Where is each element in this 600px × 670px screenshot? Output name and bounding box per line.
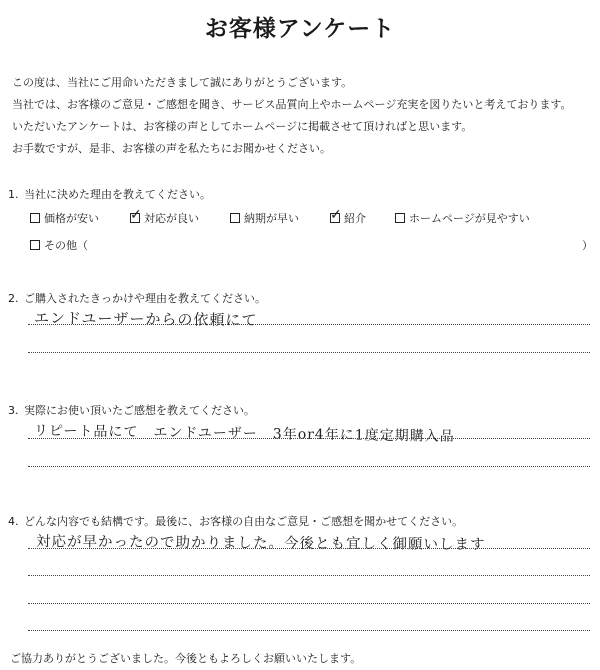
closing-text: ご協力ありがとうございました。今後ともよろしくお願いいたします。 xyxy=(10,652,362,665)
answer-line xyxy=(28,466,590,467)
question-number: 1. xyxy=(8,188,19,201)
question-text: どんな内容でも結構です。最後に、お客様の自由なご意見・ご感想を聞かせてください。 xyxy=(24,515,464,528)
question-number: 4. xyxy=(8,515,19,528)
handwritten-answer-3: リピート品にて エンドユーザー 3年or4年に1度定期購入品 xyxy=(33,423,455,445)
checkbox[interactable] xyxy=(30,213,40,223)
option-label: その他（ xyxy=(44,239,88,252)
answer-line xyxy=(28,324,590,325)
checkbox[interactable] xyxy=(330,207,342,223)
check-mark-icon: ✓ xyxy=(330,207,342,223)
question-text: 当社に決めた理由を教えてください。 xyxy=(24,188,211,201)
intro-line: 当社では、お客様のご意見・ご感想を聞き、サービス品質向上やホームページ充実を図りたいと考えております。 xyxy=(12,98,572,111)
intro-line: いただいたアンケートは、お客様の声としてホームページに掲載させて頂ければと思います。 xyxy=(12,120,473,133)
question-2 xyxy=(8,290,266,306)
question-text: ご購入されたきっかけや理由を教えてください。 xyxy=(24,292,266,305)
handwritten-answer-2: エンドユーザーからの依頼にて xyxy=(33,309,258,330)
question-text: 実際にお使い頂いたご感想を教えてください。 xyxy=(24,404,255,417)
option-service[interactable] xyxy=(130,207,199,226)
question-number: 3. xyxy=(8,404,19,417)
question-4 xyxy=(8,513,463,529)
question-3 xyxy=(8,402,255,418)
answer-line xyxy=(28,352,590,353)
answer-line xyxy=(28,575,590,576)
checkbox[interactable] xyxy=(130,207,142,223)
checkbox[interactable] xyxy=(395,213,405,223)
other-close-paren: ） xyxy=(582,239,593,252)
option-other[interactable] xyxy=(30,237,593,253)
checkbox[interactable] xyxy=(30,240,40,250)
option-label: ホームページが見やすい xyxy=(409,212,530,225)
intro-line: お手数ですが、是非、お客様の声を私たちにお聞かせください。 xyxy=(12,142,331,155)
answer-line xyxy=(28,630,590,631)
question-1 xyxy=(8,186,211,202)
intro-text xyxy=(12,72,571,160)
question-number: 2. xyxy=(8,292,19,305)
checkbox[interactable] xyxy=(230,213,240,223)
page-title: お客様アンケート xyxy=(204,16,396,42)
option-label: 紹介 xyxy=(344,212,366,225)
option-delivery[interactable] xyxy=(230,210,299,226)
option-label: 対応が良い xyxy=(144,212,199,225)
check-mark-icon: ✓ xyxy=(130,207,142,223)
handwritten-answer-4: 対応が早かったので助かりました。今後とも宜しく御願いします xyxy=(35,534,486,554)
option-price[interactable] xyxy=(30,210,99,226)
option-label: 価格が安い xyxy=(44,212,99,225)
answer-line xyxy=(28,603,590,604)
answer-line xyxy=(28,438,590,439)
option-label: 納期が早い xyxy=(244,212,299,225)
answer-line xyxy=(28,548,590,549)
option-homepage[interactable] xyxy=(395,210,530,226)
option-referral[interactable] xyxy=(330,207,366,226)
intro-line: この度は、当社にご用命いただきまして誠にありがとうございます。 xyxy=(12,76,353,89)
